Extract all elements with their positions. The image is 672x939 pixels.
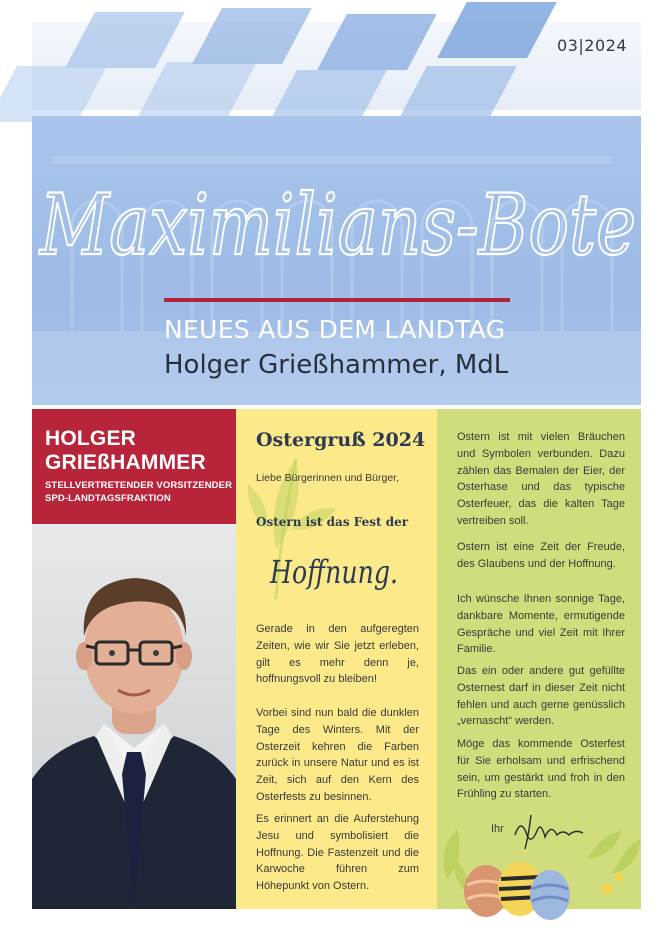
- profile-role-line1: STELLVERTRETENDER VORSITZENDER: [45, 480, 233, 491]
- article-paragraph: Ostern ist eine Zeit der Freude, des Glaubens und der Hoffnung.: [457, 541, 625, 570]
- flag-banner: [32, 22, 641, 110]
- hoffnung-script: [270, 539, 410, 599]
- profile-role-line2: SPD-LANDTAGSFRAKTION: [45, 493, 171, 504]
- svg-text:Hoffnung.: Hoffnung.: [269, 553, 398, 591]
- flag-diamond: [65, 12, 185, 68]
- flag-diamond: [437, 2, 557, 58]
- closing-word: Ihr: [491, 823, 504, 835]
- flag-diamond: [317, 14, 437, 70]
- article-paragraph: Möge das kommende Osterfest für Sie erholsam und erfrischend sein, um gestärkt und froh in den Frühling zu starten.: [457, 738, 625, 801]
- red-divider: [164, 298, 510, 302]
- article-paragraph: Ich wünsche Ihnen sonnige Tage, dankbare Momente, ermutigende Gespräche und viel Zeit mit Ihrer Familie.: [457, 593, 625, 656]
- article-paragraph: Das ein oder andere gut gefüllte Osternest darf in dieser Zeit nicht fehlen und auch gerne genüsslich „vernascht“ werden.: [457, 665, 625, 728]
- svg-text:Maximilians-Bote: Maximilians-Bote: [38, 176, 637, 274]
- portrait-photo: [32, 524, 236, 909]
- portrait-illustration: [32, 524, 236, 909]
- masthead: [32, 116, 641, 405]
- article-paragraph: Ostern ist mit vielen Bräuchen und Symbolen verbunden. Dazu zählen das Bemalen der Eier, der Osterhase und das typische Osterfeuer, das die kalten Tage vertreiben soll.: [457, 431, 625, 527]
- article-paragraph: Gerade in den aufgeregten Zeiten, wie wir Sie jetzt erleben, gilt es mehr denn je, hoffnungsvoll zu bleiben!: [256, 623, 419, 686]
- article-paragraph: Es erinnert an die Auferstehung Jesu und symbolisiert die Hoffnung. Die Fastenzeit und die Karwoche führen zum Höhepunkt von Ostern.: [256, 813, 419, 893]
- profile-name-box: [32, 409, 236, 524]
- flag-diamond: [397, 66, 517, 122]
- article-column-2: [437, 409, 641, 909]
- profile-last-name: GRIEßHAMMER: [45, 451, 206, 474]
- masthead-author: Holger Grießhammer, MdL: [164, 350, 509, 380]
- article-column-1: [236, 409, 437, 909]
- signature: [511, 809, 591, 853]
- article-title: Ostergruß 2024: [256, 429, 426, 451]
- article-lead: Ostern ist das Fest der: [256, 515, 409, 529]
- article-paragraph: Vorbei sind nun bald die dunklen Tage des Winters. Mit der Osterzeit kehren die Farben zurück in unsere Natur und es ist Zeit, sich auf den Kern des Osterfests zu besinnen.: [256, 707, 419, 803]
- profile-first-name: HOLGER: [45, 427, 137, 450]
- article-greeting: Liebe Bürgerinnen und Bürger,: [256, 472, 400, 484]
- flag-diamond: [137, 62, 257, 118]
- flag-diamond: [192, 8, 312, 64]
- masthead-script-title: [32, 126, 641, 296]
- issue-number: 03|2024: [557, 36, 627, 55]
- flag-diamond: [0, 66, 107, 122]
- masthead-subtitle: NEUES AUS DEM LANDTAG: [164, 315, 506, 344]
